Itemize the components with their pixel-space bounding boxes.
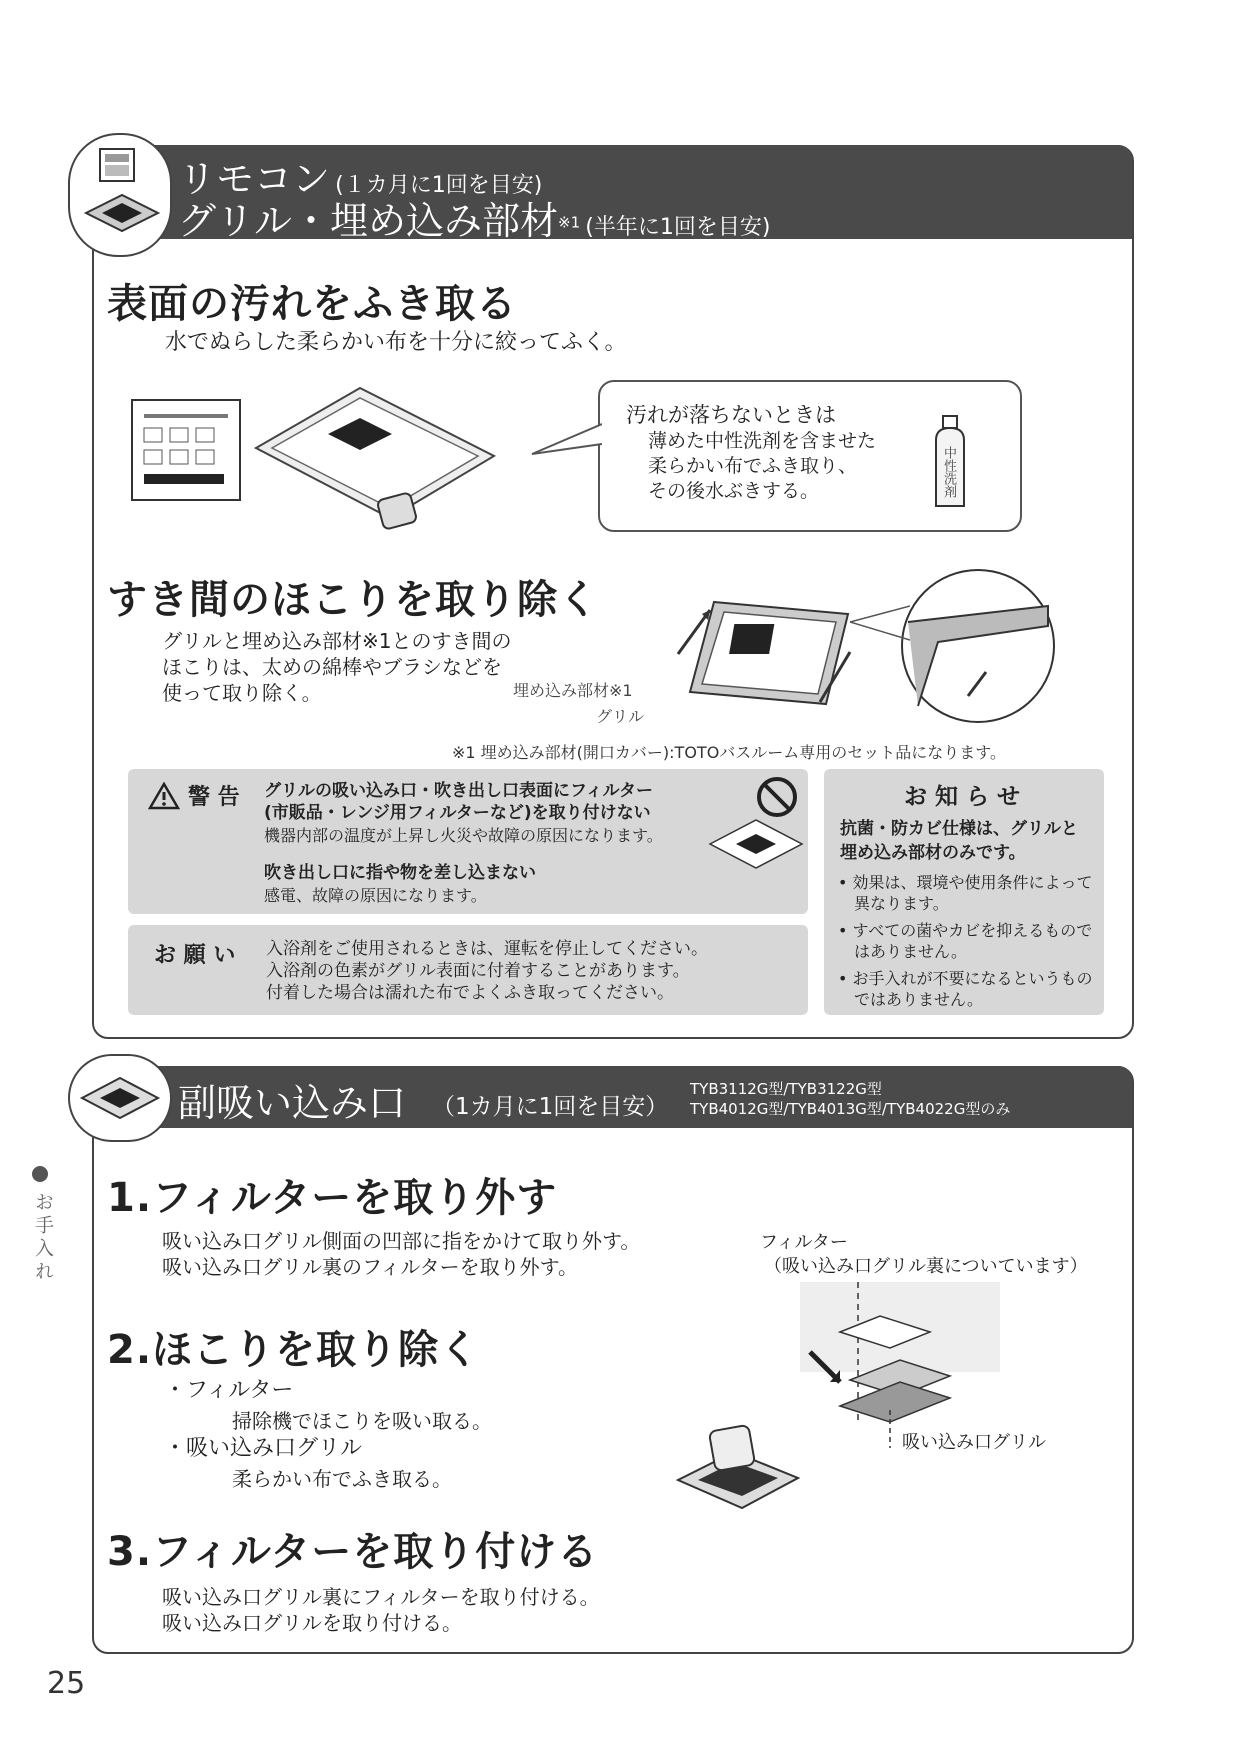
request-line: 付着した場合は濡れた布でよくふき取ってください。 [266,983,674,1003]
bubble-line: 柔らかい布でふき取り、 [648,455,858,477]
grill-intake-leader [880,1410,910,1450]
warning-line1: グリルの吸い込み口・吹き出し口表面にフィルター [264,781,653,801]
notice-bullet: • すべての菌やカビを抑えるもので [838,921,1093,940]
warning-line3: 機器内部の温度が上昇し火災や故障の原因になります。 [264,826,663,845]
step2-item-text: 掃除機でほこりを吸い取る。 [232,1409,492,1433]
notice-bullet-cont: 異なります。 [854,894,949,913]
section2-models2: TYB4012G型/TYB4013G型/TYB4022G型のみ [690,1100,1011,1118]
remote-control-illustration [130,398,242,506]
step1-line: 吸い込み口グリル側面の凹部に指をかけて取り外す。 [162,1229,641,1253]
grill-title: グリル・埋め込み部材 [178,199,559,243]
grill-cloth-illustration [676,1420,800,1520]
dust-text-line: グリルと埋め込み部材※1とのすき間の [162,629,512,653]
bubble-line: その後水ぶきする。 [648,480,820,502]
warning-line2: (市販品・レンジ用フィルターなど)を取り付けない [264,803,651,823]
section2-frequency: （1カ月に1回を目安） [432,1094,669,1120]
bottle-label: 中性洗剤 [941,446,956,498]
filter-label: フィルター [760,1232,848,1253]
warning-line4: 吹き出し口に指や物を差し込まない [264,863,536,883]
notice-bullet: • 効果は、環境や使用条件によって [838,873,1093,892]
filtered-grill-icon [708,818,804,874]
notice-bullet-cont: ではありません。 [854,990,983,1009]
gap-zoom-illustration [898,566,1058,730]
remote-title: リモコン [178,157,331,201]
sub-intake-icon [70,1056,170,1140]
page-number: 25 [47,1666,86,1701]
notice-lead2: 埋め込み部材のみです。 [840,843,1026,863]
dust-text-line: ほこりは、太めの綿棒やブラシなどを [162,655,502,679]
prohibited-icon [756,776,798,822]
label-grill: グリル [596,707,645,726]
notice-bullet: • お手入れが不要になるというもの [838,969,1093,988]
heading-remove-dust: すき間のほこりを取り除く [107,577,599,623]
step3-heading: 3.フィルターを取り付ける [107,1529,599,1575]
step2-item: ・吸い込み口グリル [164,1436,363,1461]
step2-item-text: 柔らかい布でふき取る。 [232,1467,452,1491]
bubble-tail [530,420,602,460]
request-line: 入浴剤の色素がグリル表面に付着することがあります。 [266,961,690,981]
step2-item: ・フィルター [164,1378,294,1403]
filter-sublabel: （吸い込み口グリル裏についています） [764,1256,1088,1277]
section2-icon-circle [68,1054,172,1142]
warning-icon [148,782,180,814]
grill-title-note: ※1 [558,213,581,232]
step3-line: 吸い込み口グリル裏にフィルターを取り付ける。 [162,1585,600,1609]
side-bullet-icon [32,1166,48,1182]
step3-line: 吸い込み口グリルを取り付ける。 [162,1611,462,1635]
section2-models1: TYB3112G型/TYB3122G型 [690,1080,882,1098]
heading-wipe-surface-text: 水でぬらした柔らかい布を十分に絞ってふく。 [165,330,627,355]
bubble-title: 汚れが落ちないときは [626,403,836,427]
footnote: ※1 埋め込み部材(開口カバー):TOTOバスルーム専用のセット品になります。 [452,743,1007,762]
section2-title: 副吸い込み口 [178,1081,407,1125]
detergent-bottle-icon [930,414,970,510]
step2-heading: 2.ほこりを取り除く [107,1327,481,1373]
remote-grill-icon [70,135,170,255]
label-embed-part: 埋め込み部材※1 [513,681,633,700]
warning-line5: 感電、故障の原因になります。 [264,886,487,905]
grill-intake-label: 吸い込み口グリル [902,1432,1046,1453]
step1-line: 吸い込み口グリル裏のフィルターを取り外す。 [162,1255,578,1279]
warning-label: 警 告 [188,785,240,810]
section1-icon-circle [68,133,172,257]
gap-illustration [670,592,860,726]
step1-heading: 1.フィルターを取り外す [107,1175,558,1221]
zoom-lines [850,600,910,650]
request-label: お 願 い [154,943,236,968]
bubble-line: 薄めた中性洗剤を含ませた [648,430,877,452]
notice-lead1: 抗菌・防カビ仕様は、グリルと [840,819,1078,839]
side-label: お手入れ [32,1192,54,1284]
heading-wipe-surface: 表面の汚れをふき取る [107,281,517,327]
dust-text-line: 使って取り除く。 [162,681,322,705]
grill-frequency: (半年に1回を目安) [585,215,771,240]
remote-frequency: (１カ月に1回を目安) [335,173,543,198]
section1-title-line2 [178,190,770,245]
request-line: 入浴剤をご使用されるときは、運転を停止してください。 [266,939,708,959]
grill-wipe-illustration [250,378,500,552]
notice-bullet-cont: はありません。 [854,942,967,961]
notice-title: お 知 ら せ [904,784,1021,810]
